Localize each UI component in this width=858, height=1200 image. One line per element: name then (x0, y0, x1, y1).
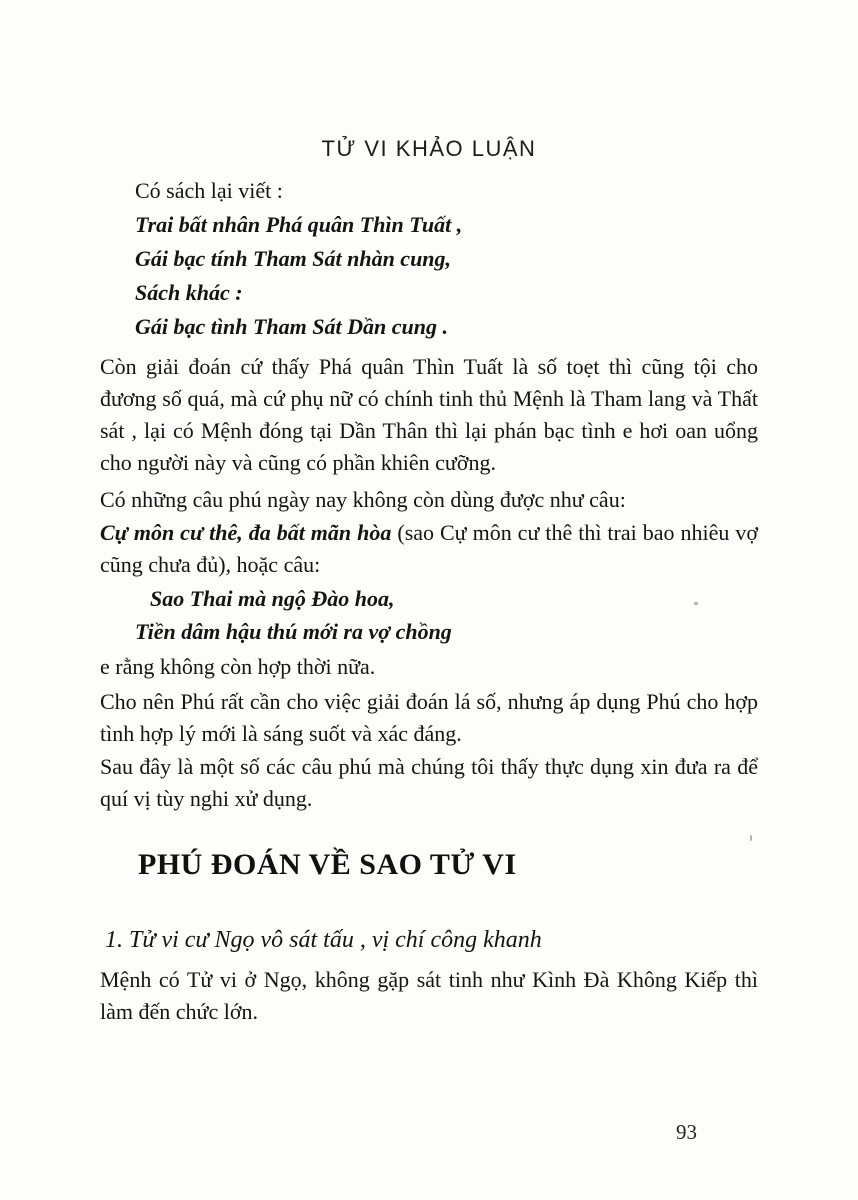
verse-line: Sách khác : (135, 280, 243, 305)
entry-body-1: Mệnh có Tử vi ở Ngọ, không gặp sát tinh như Kình Đà Không Kiếp thì làm đến chức lớn. (100, 967, 758, 1024)
verse-block-2 (135, 582, 758, 648)
running-head-title: TỬ VI KHẢO LUẬN (321, 136, 537, 161)
verse-block-1 (135, 208, 758, 344)
quote-roman-text: (sao Cự môn cư thê thì trai bao nhiêu vợ cũng chưa đủ), hoặc câu: (100, 520, 758, 577)
quote-italic-text: Cự môn cư thê, đa bất mãn hòa (100, 520, 392, 545)
entry-heading-1: 1. Tử vi cư Ngọ vô sát tấu , vị chí công khanh (105, 927, 542, 953)
verse-line: Tiền dâm hậu thú mới ra vợ chồng (135, 619, 452, 644)
verse-line: Gái bạc tính Tham Sát nhàn cung, (135, 246, 452, 271)
page-number: 93 (676, 1120, 697, 1144)
verse-line: Gái bạc tình Tham Sát Dần cung . (135, 314, 448, 339)
verse-line: Trai bất nhân Phá quân Thìn Tuất , (135, 212, 463, 237)
verse-line: Sao Thai mà ngộ Đào hoa, (150, 586, 395, 611)
paragraph-quote-cu-mon (100, 517, 758, 581)
paragraph-cau-phu: Có những câu phú ngày nay không còn dùng được như câu: (100, 487, 626, 512)
page-content (100, 136, 758, 1028)
paragraph-giai-doan: Còn giải đoán cứ thấy Phá quân Thìn Tuất là số toẹt thì cũng tội cho đương số quá, mà cứ phụ nữ có chính tinh thủ Mệnh là Tham lang và Thất sát , lại có Mệnh đóng tại Dần Thân thì lại phán bạc tình e hơi oan uổng cho người này và cũng có phần khiên cưỡng. (100, 354, 758, 475)
paragraph-e-rang: e rằng không còn hợp thời nữa. (100, 654, 376, 679)
scan-artifact-speck (750, 835, 752, 841)
paragraph-cho-nen: Cho nên Phú rất cần cho việc giải đoán lá số, nhưng áp dụng Phú cho hợp tình hợp lý mới là sáng suốt và xác đáng. (100, 689, 758, 746)
paragraph-sau-day: Sau đây là một số các câu phú mà chúng tôi thấy thực dụng xin đưa ra để quí vị tùy nghi xử dụng. (100, 754, 758, 811)
section-heading-phu-doan: PHÚ ĐOÁN VỀ SAO TỬ VI (138, 848, 517, 881)
scan-artifact-speck (694, 602, 698, 605)
paragraph-intro-line: Có sách lại viết : (135, 178, 283, 203)
